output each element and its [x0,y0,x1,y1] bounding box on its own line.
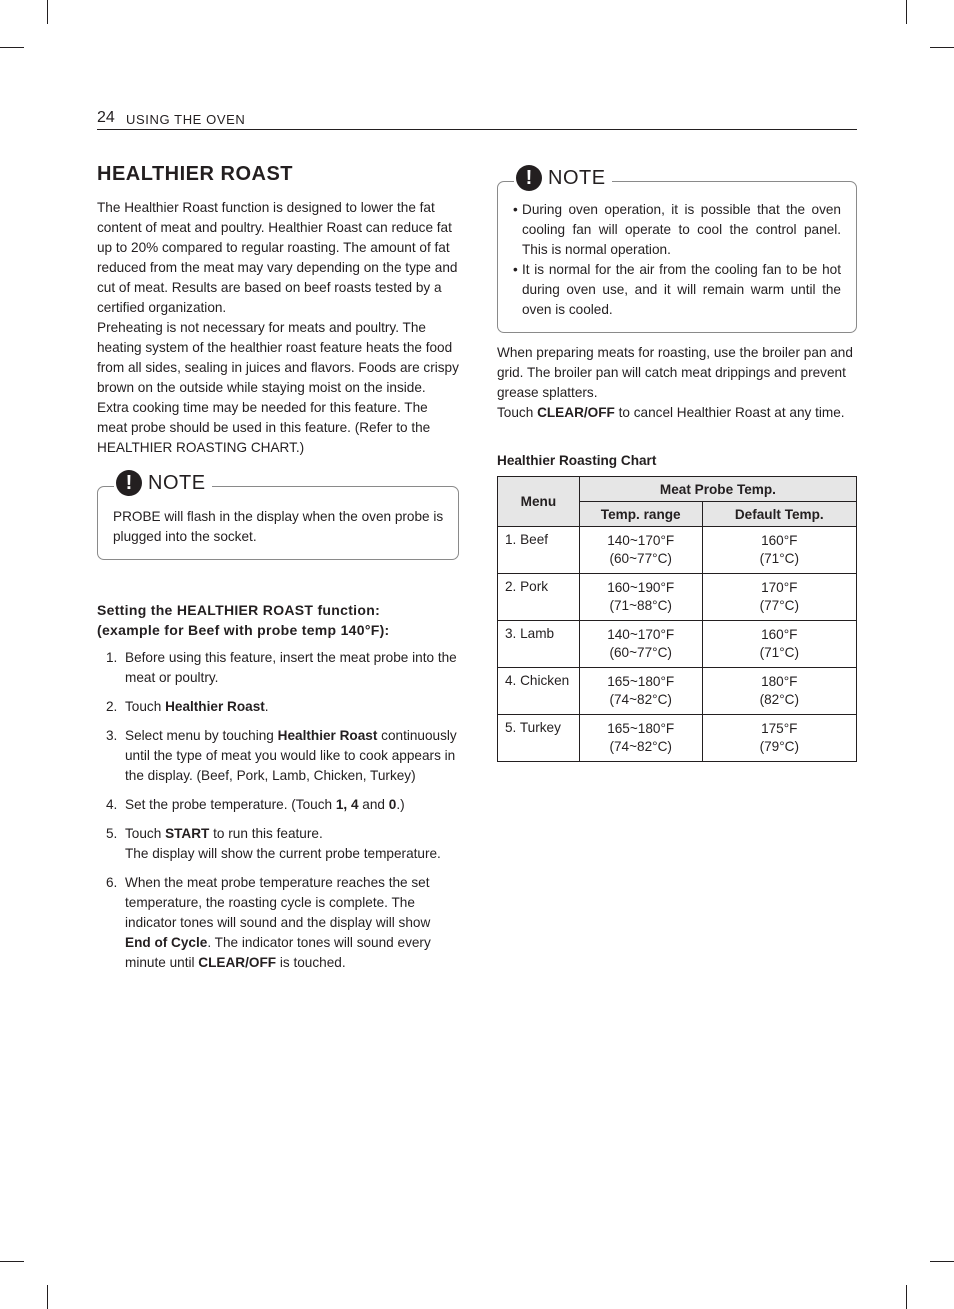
page-number: 24 [97,109,115,126]
probe-note [97,471,459,560]
step-text: . The indicator tones will sound every minute until [125,935,431,970]
table-row [498,621,857,668]
step-item [97,697,459,717]
note-heading [514,165,612,191]
step-bold: 0 [388,797,397,812]
header-probe-temp: Meat Probe Temp. [579,477,856,502]
table-row [498,715,857,762]
step-item [97,873,459,973]
step-text: Touch [125,699,166,714]
default-c: (77°C) [759,598,799,613]
note-heading [114,470,212,496]
default-cell [702,574,856,621]
default-cell [702,527,856,574]
step-bold: End of Cycle [125,935,208,950]
range-f: 160~190°F [607,580,675,595]
default-cell [702,668,856,715]
step-number: 1. [106,650,118,665]
step-text: Before using this feature, insert the meat probe into the meat or poultry. [125,650,457,685]
section-title: HEALTHIER ROAST [97,163,294,185]
step-bold: Healthier Roast [165,699,265,714]
note-item: • It is normal for the air from the cooling fan to be hot during oven use, and it will remain warm until the oven is cooled. [513,260,841,320]
step-text: continuously until the type of meat you would like to cook appears in the display. (Beef, Pork, Lamb, Chicken, Turkey) [125,728,457,783]
range-cell [579,527,702,574]
step-text: The display will show the current probe temperature. [125,846,441,861]
left-column [97,163,459,982]
table-row [498,668,857,715]
step-bold: Healthier Roast [277,728,378,743]
step-item [97,795,459,815]
setting-heading-line1: Setting the HEALTHIER ROAST function: [97,602,381,618]
cancel-text: Touch [497,405,538,420]
default-cell [702,715,856,762]
page-header [97,108,857,130]
crop-mark [906,0,907,24]
broiler-paragraph: When preparing meats for roasting, use the broiler pan and grid. The broiler pan will catch meat drippings and prevent grease splatters. [497,345,853,400]
default-f: 170°F [761,580,798,595]
crop-mark [0,1261,24,1262]
step-text: to run this feature. [209,826,323,841]
note-label: NOTE [148,471,206,494]
exclamation-icon: ! [116,470,142,496]
range-c: (74~82°C) [609,739,672,754]
crop-mark [47,0,48,24]
default-c: (82°C) [759,692,799,707]
step-text: and [358,797,389,812]
step-text: When the meat probe temperature reaches the set temperature, the roasting cycle is complete. The indicator tones will sound and the display will show [125,875,431,930]
setting-heading-line2: (example for Beef with probe temp 140°F): [97,622,390,638]
step-number: 4. [106,797,118,812]
crop-mark [930,47,954,48]
step-text: Select menu by touching [125,728,278,743]
step-item [97,726,459,786]
note-item: • During oven operation, it is possible that the oven cooling fan will operate to cool the control panel. This is normal operation. [513,200,841,260]
cancel-text: to cancel Healthier Roast at any time. [614,405,845,420]
steps-list [97,648,459,973]
range-c: (74~82°C) [609,692,672,707]
roasting-chart-table [497,476,857,762]
step-text: is touched. [276,955,346,970]
step-bold: START [165,826,210,841]
range-cell [579,574,702,621]
cooling-fan-note [497,166,857,333]
default-f: 175°F [761,721,798,736]
range-cell [579,715,702,762]
right-column [497,165,857,762]
default-f: 160°F [761,533,798,548]
note-text: PROBE will flash in the display when the oven probe is plugged into the socket. [113,509,444,544]
cancel-paragraph [497,403,857,423]
setting-heading [97,600,459,640]
step-number: 3. [106,728,118,743]
range-c: (60~77°C) [609,645,672,660]
step-text: Touch [125,826,166,841]
table-row [498,527,857,574]
header-menu: Menu [498,477,580,527]
exclamation-icon: ! [516,165,542,191]
range-f: 165~180°F [607,674,675,689]
header-default-temp: Default Temp. [702,502,856,527]
step-number: 5. [106,826,118,841]
cancel-bold: CLEAR/OFF [537,405,615,420]
menu-cell: 4. Chicken [498,668,580,715]
menu-cell: 2. Pork [498,574,580,621]
default-f: 180°F [761,674,798,689]
note-label: NOTE [548,166,606,189]
chart-title: Healthier Roasting Chart [497,453,657,468]
crop-mark [47,1285,48,1309]
menu-cell: 1. Beef [498,527,580,574]
preheat-paragraph: Preheating is not necessary for meats and poultry. The heating system of the healthier roast feature heats the food from all sides, sealing in juices and flavors. Foods are crispy brown on the outside while staying moist on the inside. Extra cooking time may be needed for this feature. The meat probe should be used in this feature. (Refer to the HEALTHIER ROASTING CHART.) [97,320,459,455]
table-row [498,574,857,621]
range-cell [579,668,702,715]
section-label: USING THE OVEN [126,112,246,127]
default-c: (79°C) [759,739,799,754]
step-bold: CLEAR/OFF [198,955,277,970]
step-text: Set the probe temperature. (Touch [125,797,336,812]
step-number: 6. [106,875,118,890]
default-cell [702,621,856,668]
step-text: .) [396,797,405,812]
step-number: 2. [106,699,118,714]
step-text: . [264,699,269,714]
step-item [97,824,459,864]
intro-paragraph: The Healthier Roast function is designed to lower the fat content of meat and poultry. Healthier Roast can reduce fat up to 20% compared to regular roasting. The amount of fat reduced from the meat may vary depending on the type and cut of meat. Results are based on beef roasts tested by a certified organization. [97,200,458,315]
range-cell [579,621,702,668]
range-f: 140~170°F [607,533,675,548]
default-f: 160°F [761,627,798,642]
crop-mark [0,47,24,48]
menu-cell: 3. Lamb [498,621,580,668]
menu-cell: 5. Turkey [498,715,580,762]
default-c: (71°C) [759,551,799,566]
range-c: (60~77°C) [609,551,672,566]
range-f: 165~180°F [607,721,675,736]
default-c: (71°C) [759,645,799,660]
step-bold: 1, 4 [335,797,359,812]
header-temp-range: Temp. range [579,502,702,527]
range-f: 140~170°F [607,627,675,642]
note-list [513,200,841,320]
crop-mark [930,1261,954,1262]
range-c: (71~88°C) [609,598,672,613]
step-item [97,648,459,688]
crop-mark [906,1285,907,1309]
